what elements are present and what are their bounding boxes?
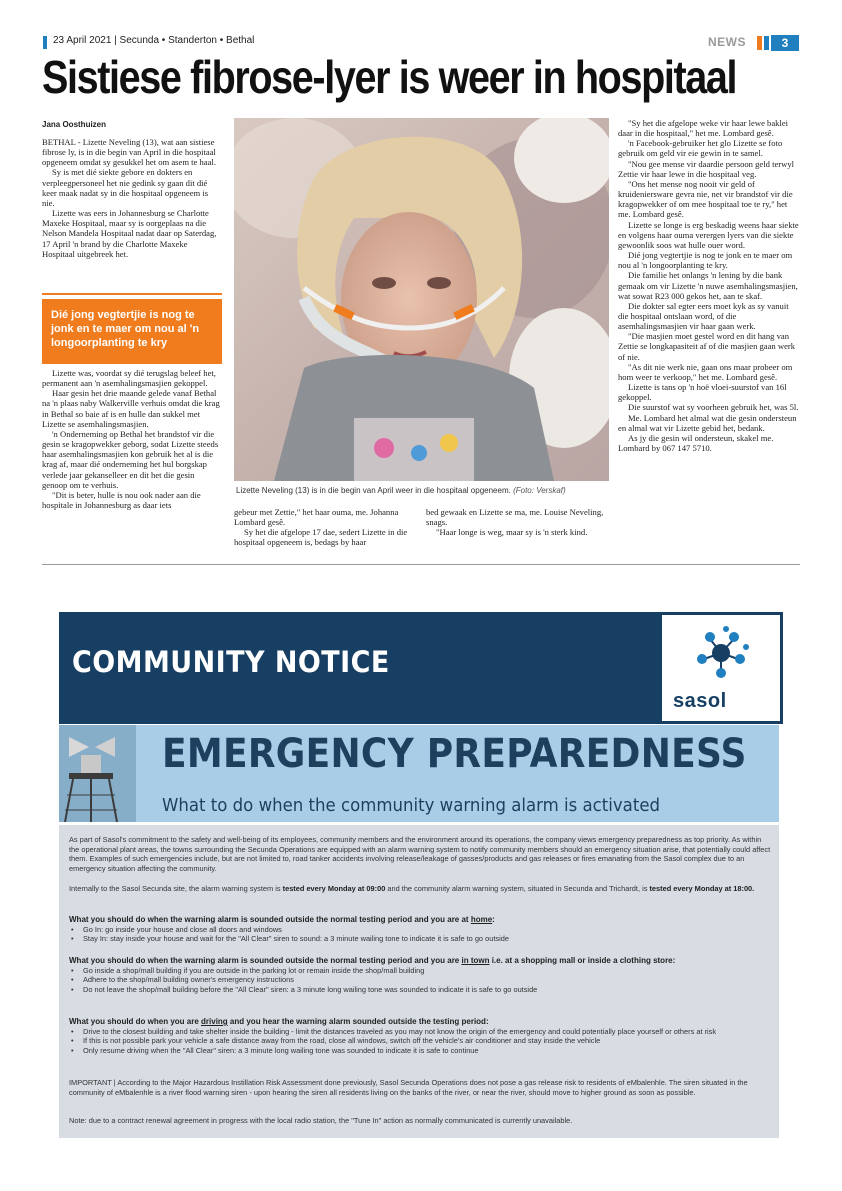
list-item: • If this is not possible park your vehicle a safe distance away from the road, close all windows, switch off the vehicle's air conditioner and stay inside the vehicle <box>69 1036 771 1046</box>
siren-image <box>59 725 136 822</box>
article-paragraph: Lizette was eers in Johannesburg se Charlotte Maxeke Hospitaal, maar sy is oorgeplaas na die Nelson Mandela Hospitaal nadat daar op Saterdag, 17 April 'n brand by die Charlotte Maxeke Hospitaal uitgebreek het. <box>42 208 217 259</box>
article-column-2 <box>234 507 418 548</box>
advert-notice-label: COMMUNITY NOTICE <box>72 645 390 679</box>
section-label: NEWS <box>708 35 746 49</box>
pullquote-text: Dié jong vegtertjie is nog te jonk en te maer om nou al 'n longoorplanting te kry <box>51 309 200 349</box>
article-paragraph: "Sy het die afgelope weke vir haar lewe baklei daar in die hospitaal," het me. Lombard gesê. <box>618 118 789 139</box>
home-heading <box>69 915 771 925</box>
heading-underlined: in town <box>461 956 490 965</box>
advert-subtitle: What to do when the community warning alarm is activated <box>162 795 661 816</box>
article-photo <box>234 118 609 481</box>
article-paragraph: Haar gesin het drie maande gelede vanaf Bethal na 'n plaas naby Walkerville verhuis omdat die krag in Bethal so baie af is en hulle dan sukkel met Lizette se asemhalingsmasjien. <box>42 388 220 429</box>
sasol-molecule-icon <box>662 617 780 687</box>
list-item: • Go inside a shop/mall building if you are outside in the parking lot or remain inside the shop/mall building <box>69 966 771 976</box>
heading-text: What you should do when the warning alarm is sounded outside the normal testing period and you are at <box>69 915 471 924</box>
heading-text: : <box>492 915 495 924</box>
driving-heading <box>69 1017 771 1027</box>
list-item: • Go In: go inside your house and close all doors and windows <box>69 925 771 935</box>
article-paragraph: Sy is met dié siekte gebore en dokters en verpleegpersoneel het nie gedink sy gaan dit dié keer maak nadat sy in die hospitaal opgeneem is nie. <box>42 167 209 208</box>
article-paragraph: Lizette was, voordat sy dié terugslag beleef het, permanent aan 'n asemhalingsmasjien gekoppel. <box>42 368 216 389</box>
advert-home-section <box>69 915 771 944</box>
article-column-1-top <box>42 137 220 259</box>
list-item: • Adhere to the shop/mall building owner's emergency instructions <box>69 975 771 985</box>
article-paragraph: "Dit is beter, hulle is nou ook nader aan die hospitale in Johannesburg as daar iets <box>42 489 201 511</box>
article-paragraph: Lizette is tans op 'n hoë vloei-suurstof van 16l gekoppel. <box>618 382 787 403</box>
pullquote-box <box>42 296 222 364</box>
photo-credit: (Foto: Verskaf) <box>513 486 566 495</box>
home-list <box>69 925 771 944</box>
heading-text: i.e. at a shopping mall or inside a clothing store: <box>489 956 676 965</box>
header-date-line: 23 April 2021 | Secunda • Standerton • Bethal <box>53 35 255 46</box>
article-paragraph: Lizette se longe is erg beskadig weens haar siekte en volgens haar ouma verergen lyers van die siekte gewoonlik soos wat hulle ouer word. <box>618 219 799 250</box>
town-heading <box>69 956 771 966</box>
advert-testing-schedule <box>69 884 771 894</box>
article-paragraph: Me. Lombard het almal wat die gesin ondersteun en almal wat vir Lizette gebid het, bedank. <box>618 412 797 433</box>
testing-bold: tested every Monday at 18:00. <box>649 884 755 893</box>
article-paragraph: Sy het die afgelope 17 dae, sedert Lizette in die hospitaal opgeneem is, bedags by haar <box>234 527 408 548</box>
list-item: • Drive to the closest building and take shelter inside the building - limit the distances traveled as you may not know the origin of the emergency and could potentially place yourself or others at risk <box>69 1027 771 1037</box>
testing-text: Internally to the Sasol Secunda site, the alarm warning system is <box>69 884 283 893</box>
pullquote-top-rule <box>42 293 222 295</box>
heading-text: What you should do when the warning alarm is sounded outside the normal testing period and you are <box>69 956 462 965</box>
article-column-3 <box>426 507 608 537</box>
testing-text: and the community alarm warning system, situated in Secunda and Trichardt, is <box>385 884 650 893</box>
heading-underlined: driving <box>201 1017 228 1026</box>
header-accent-bar <box>43 36 47 49</box>
header-blue-block <box>764 36 769 50</box>
article-paragraph: Die suurstof wat sy voorheen gebruik het, was 5l. <box>628 402 799 413</box>
heading-text: What you should do when you are <box>69 1017 202 1026</box>
article-paragraph: gebeur met Zettie," het haar ouma, me. Johanna Lombard gesê. <box>234 507 399 528</box>
advert-intro: As part of Sasol's commitment to the safety and well-being of its employees, community members and the environment around its operations, the company views emergency preparedness as top priority. As within the operational plant areas, the towns surrounding the Secunda Operations are equipped with an alarm warning system to notify community members should an emergency situation arise, that potentially could affect them. Examples of such emergencies include, but are not limited to, road tanker accidents involving release/leakage of gasses/products and gas releases or fires emanating from the Sasol complex due to an emergency situation affecting the community. <box>69 835 771 873</box>
list-item: • Do not leave the shop/mall building before the "All Clear" siren: a 3 minute long wailing tone was sounded to indicate it is safe to go outside <box>69 985 771 995</box>
photo-caption <box>236 486 566 495</box>
photo-illustration <box>234 118 609 481</box>
list-item: • Only resume driving when the "All Clear" siren: a 3 minute long wailing tone was sounded to indicate it is safe to continue <box>69 1046 771 1056</box>
photo-caption-text: Lizette Neveling (13) is in die begin van April weer in die hospitaal opgeneem. <box>236 486 511 495</box>
testing-bold: tested every Monday at 09:00 <box>282 884 386 893</box>
advert-title: EMERGENCY PREPAREDNESS <box>162 731 747 777</box>
article-paragraph: "As dit nie werk nie, gaan ons maar probeer om hom weer te verkoop," het me. Lombard gesê. <box>618 361 793 382</box>
article-headline: Sistiese fibrose-lyer is weer in hospitaal <box>42 51 737 103</box>
siren-tower-icon <box>59 725 136 822</box>
advert-body <box>59 822 779 1138</box>
sasol-wordmark: sasol <box>673 690 727 712</box>
advert-important: IMPORTANT | According to the Major Hazardous Instillation Risk Assessment done previously, Sasol Secunda Operations does not pose a gas release risk to residents of eMbalenhle. The siren situated in the community of eMbalenhle is a river flood warning siren - upon hearing the siren all residents living on the banks of the river, or near the river, should move to higher ground as soon as possible. <box>69 1078 748 1097</box>
advert-note: Note: due to a contract renewal agreement in progress with the local radio station, the "Tune In" action as normally communicated is currently unavailable. <box>69 1116 573 1125</box>
article-byline: Jana Oosthuizen <box>42 120 107 129</box>
header-orange-block <box>757 36 762 50</box>
article-paragraph: 'n Onderneming op Bethal het brandstof vir die gesin se kragopwekker geborg, sodat Lizette steeds haar asemhalingsmasjien kon gebruik het al is die krag af, maar dié onderneming het hul borgskap verlede jaar gekanselleer en dit het die gesin genoop om te verhuis. <box>42 428 219 490</box>
driving-list <box>69 1027 771 1056</box>
article-column-4 <box>618 118 800 453</box>
town-list <box>69 966 771 995</box>
list-item: • Stay In: stay inside your house and wait for the "All Clear" siren to sound: a 3 minute wailing tone to indicate it is safe to go outside <box>69 934 771 944</box>
article-paragraph: As jy die gesin wil ondersteun, skakel me. Lombard by 067 147 5710. <box>618 432 774 453</box>
article-paragraph: "Ons het mense nog nooit vir geld of kruideniersware gevra nie, net vir brandstof vir die kragopwekker of om mee hospitaal toe te ry," het me. Lombard gesê. <box>618 178 793 220</box>
section-divider <box>42 564 800 565</box>
heading-text: and you hear the warning alarm sounded outside the testing period: <box>227 1017 489 1026</box>
advert-town-section <box>69 956 771 994</box>
article-paragraph: "Haar longe is weg, maar sy is 'n sterk kind. <box>436 527 588 538</box>
article-column-1-bottom <box>42 368 220 510</box>
article-paragraph: 'n Facebook-gebruiker het glo Lizette se foto gebruik om geld vir eie gewin in te samel. <box>618 138 783 159</box>
article-paragraph: Dié jong vegtertjie is nog te jonk en te maer om nou al 'n longoorplanting te kry. <box>618 250 793 271</box>
article-paragraph: Die dokter sal egter eers moet kyk as sy vanuit die hospitaal ontslaan word, of die asemhalingsmasjien vir haar gaan werk. <box>618 300 789 332</box>
article-paragraph: "Die masjien moet gestel word en dit hang van Zettie se longkapasiteit af of die masjien gaan werk of nie. <box>618 331 796 362</box>
article-paragraph: "Nou gee mense vir daardie persoon geld terwyl Zettie vir haar lewe in die hospitaal veg. <box>618 158 795 179</box>
advert-driving-section <box>69 1017 771 1055</box>
article-paragraph: Die familie het onlangs 'n lening by die bank gemaak om vir Lizette 'n nuwe asemhalingsmasjien, wat sowat R23 000 gekos het, aan te skaf. <box>618 270 798 301</box>
article-paragraph: bed gewaak en Lizette se ma, me. Louise Neveling, snags. <box>426 507 604 528</box>
heading-underlined: home <box>470 915 493 924</box>
article-paragraph: BETHAL - Lizette Neveling (13), wat aan sistiese fibrose ly, is in die begin van April in die hospitaal opgeneem omdat sy gesukkel het om asem te haal. <box>42 137 216 168</box>
page-number: 3 <box>771 35 799 51</box>
